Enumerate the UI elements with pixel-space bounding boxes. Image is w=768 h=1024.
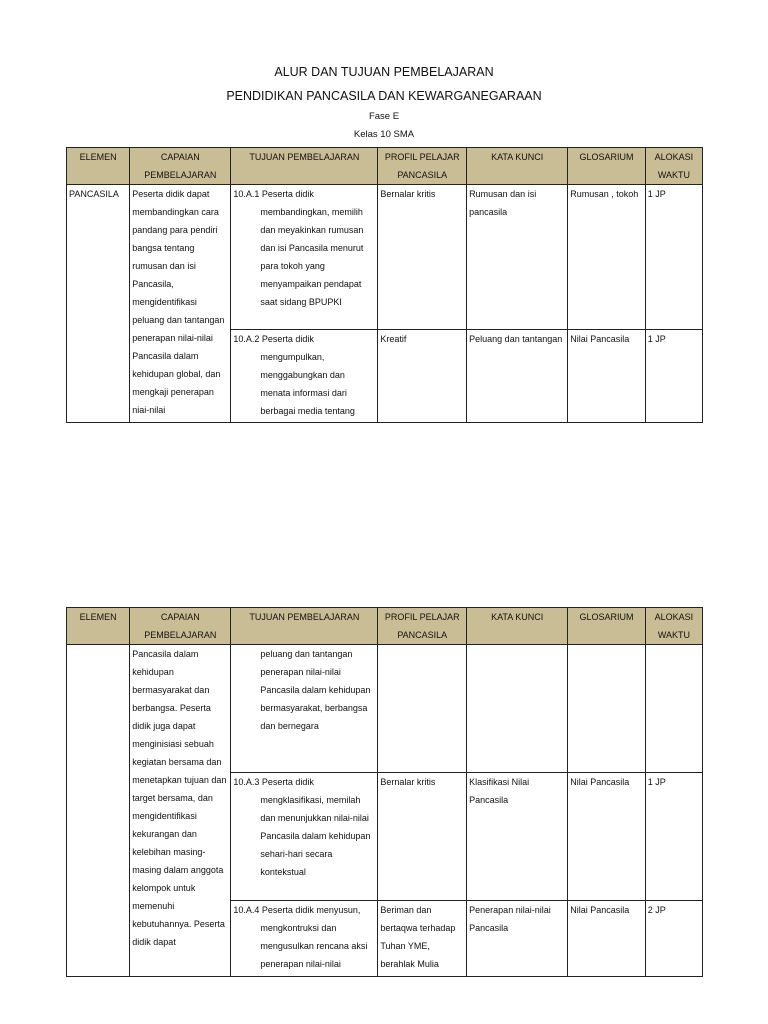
- header-glosarium: GLOSARIUM: [568, 608, 646, 645]
- profil-cell: Beriman dan bertaqwa terhadap Tuhan YME, berahlak Mulia: [378, 901, 467, 977]
- document-subtitle: PENDIDIKAN PANCASILA DAN KEWARGANEGARAAN: [226, 89, 542, 103]
- table-row: [67, 185, 703, 330]
- header-glosarium: GLOSARIUM: [568, 148, 646, 185]
- tujuan-cell: peluang dan tantangan penerapan nilai-nilai Pancasila dalam kehidupan bermasyarakat, berbangsa dan bernegara: [231, 645, 378, 773]
- header-elemen: ELEMEN: [67, 148, 130, 185]
- header-tujuan: TUJUAN PEMBELAJARAN: [231, 608, 378, 645]
- glosarium-cell: Rumusan , tokoh: [568, 185, 646, 330]
- table-row: [67, 645, 703, 773]
- profil-cell: Kreatif: [378, 330, 467, 423]
- header-tujuan: TUJUAN PEMBELAJARAN: [231, 148, 378, 185]
- alokasi-cell: [645, 645, 702, 773]
- kata-kunci-cell: [467, 645, 568, 773]
- table-header-row: [67, 608, 703, 645]
- table-header-row: [67, 148, 703, 185]
- header-kata-kunci: KATA KUNCI: [467, 148, 568, 185]
- elemen-cell: [67, 645, 130, 977]
- tujuan-cell: 10.A.3 Peserta didik mengklasifikasi, memilah dan menunjukkan nilai-nilai Pancasila dalam kehidupan sehari-hari secara kontekstual: [231, 773, 378, 901]
- tujuan-cell: 10.A.2 Peserta didik mengumpulkan, menggabungkan dan menata informasi dari berbagai media tentang: [231, 330, 378, 423]
- glosarium-cell: Nilai Pancasila: [568, 773, 646, 901]
- tujuan-cell: 10.A.1 Peserta didik membandingkan, memilih dan meyakinkan rumusan dan isi Pancasila menurut para tokoh yang menyampaikan pendapat saat sidang BPUPKI: [231, 185, 378, 330]
- profil-cell: Bernalar kritis: [378, 773, 467, 901]
- tujuan-cell: 10.A.4 Peserta didik menyusun, mengkontruksi dan mengusulkan rencana aksi penerapan nilai-nilai: [231, 901, 378, 977]
- profil-cell: [378, 645, 467, 773]
- document-title: ALUR DAN TUJUAN PEMBELAJARAN: [274, 65, 494, 79]
- profil-cell: Bernalar kritis: [378, 185, 467, 330]
- alokasi-cell: 1 JP: [645, 185, 702, 330]
- kata-kunci-cell: Klasifikasi Nilai Pancasila: [467, 773, 568, 901]
- header-capaian: CAPAIAN PEMBELAJARAN: [130, 608, 231, 645]
- header-profil: PROFIL PELAJAR PANCASILA: [378, 148, 467, 185]
- header-capaian: CAPAIAN PEMBELAJARAN: [130, 148, 231, 185]
- header-elemen: ELEMEN: [67, 608, 130, 645]
- header-kata-kunci: KATA KUNCI: [467, 608, 568, 645]
- header-alokasi: ALOKASI WAKTU: [645, 608, 702, 645]
- header-alokasi: ALOKASI WAKTU: [645, 148, 702, 185]
- learning-objectives-table-2: [66, 607, 703, 977]
- glosarium-cell: [568, 645, 646, 773]
- alokasi-cell: 1 JP: [645, 773, 702, 901]
- kata-kunci-cell: Rumusan dan isi pancasila: [467, 185, 568, 330]
- alokasi-cell: 1 JP: [645, 330, 702, 423]
- kelas-label: Kelas 10 SMA: [353, 129, 415, 140]
- kata-kunci-cell: Penerapan nilai-nilai Pancasila: [467, 901, 568, 977]
- learning-objectives-table-1: [66, 147, 703, 423]
- alokasi-cell: 2 JP: [645, 901, 702, 977]
- header-profil: PROFIL PELAJAR PANCASILA: [378, 608, 467, 645]
- elemen-cell: PANCASILA: [67, 185, 130, 423]
- glosarium-cell: Nilai Pancasila: [568, 330, 646, 423]
- capaian-cell: Pancasila dalam kehidupan bermasyarakat dan berbangsa. Peserta didik juga dapat menginisiasi sebuah kegiatan bersama dan menetapkan tujuan dan target bersama, dan mengidentifikasi kekurangan dan kelebihan masing-masing dalam anggota kelompok untuk memenuhi kebutuhannya. Peserta didik dapat: [130, 645, 231, 977]
- fase-label: Fase E: [368, 111, 400, 122]
- glosarium-cell: Nilai Pancasila: [568, 901, 646, 977]
- capaian-cell: Peserta didik dapat membandingkan cara pandang para pendiri bangsa tentang rumusan dan isi Pancasila, mengidentifikasi peluang dan tantangan penerapan nilai-nilai Pancasila dalam kehidupan global, dan mengkaji penerapan niai-nilai: [130, 185, 231, 423]
- kata-kunci-cell: Peluang dan tantangan: [467, 330, 568, 423]
